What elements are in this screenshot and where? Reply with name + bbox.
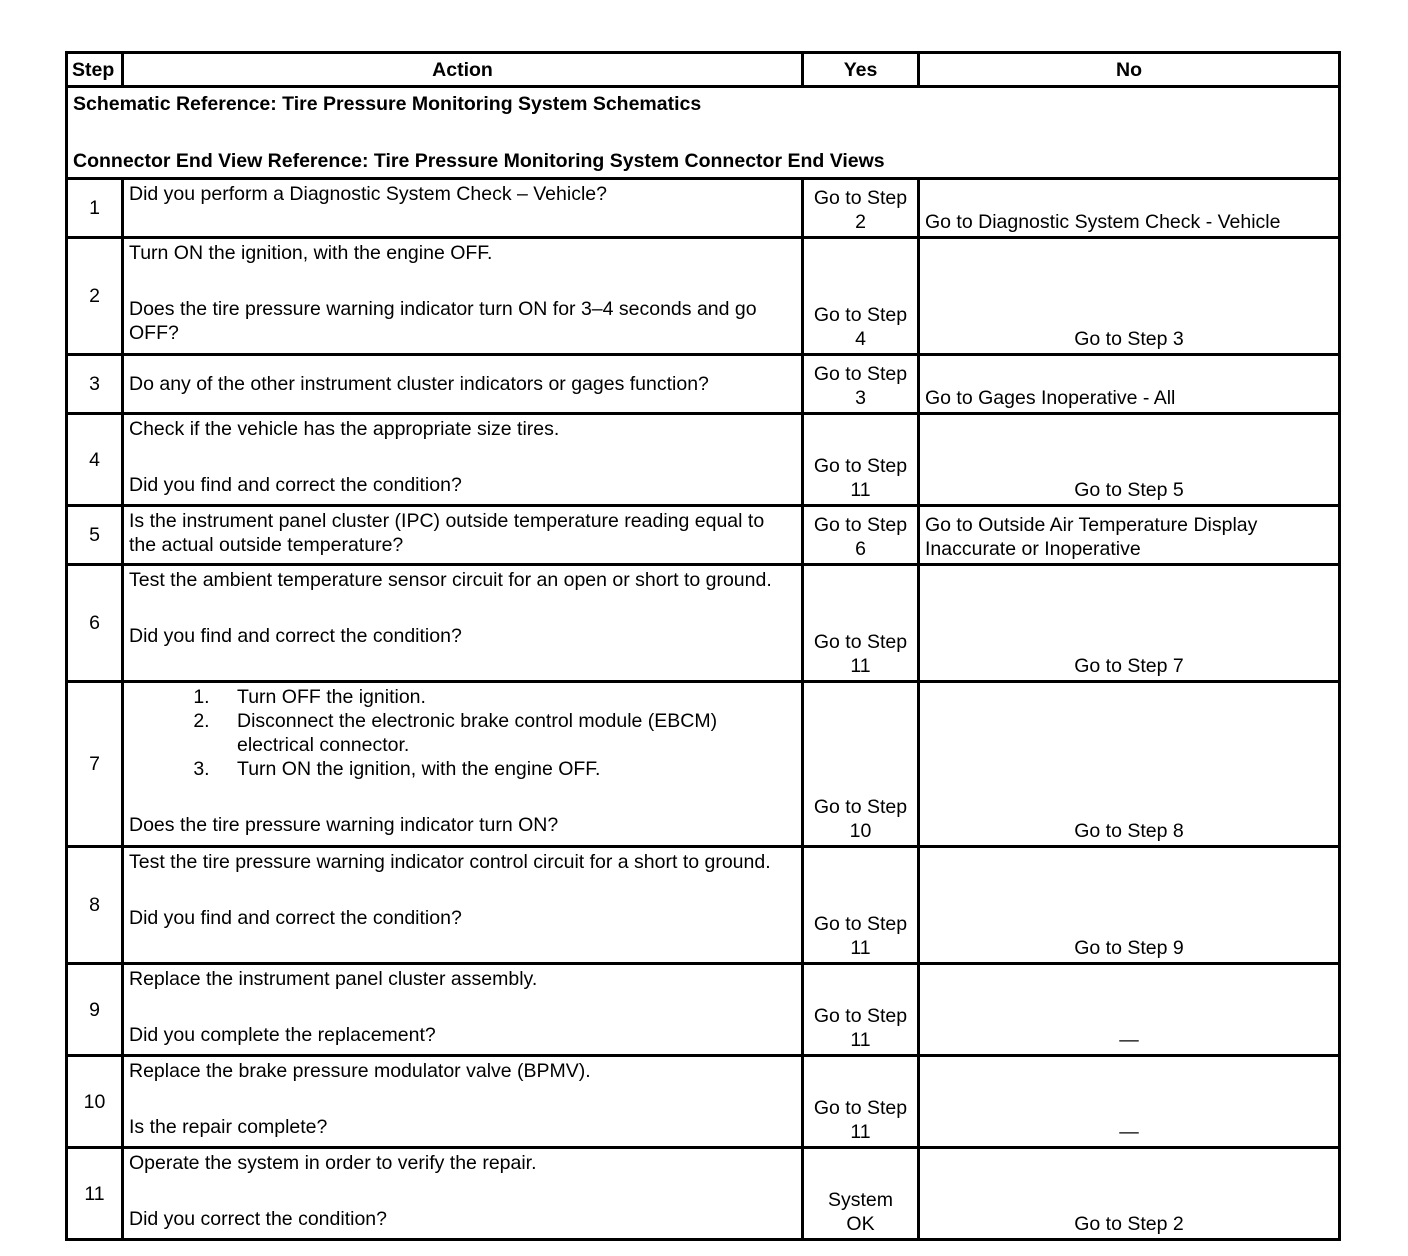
action-cell [123,179,803,238]
yes-step: 4 [855,328,866,350]
yes-header: Yes [803,53,919,87]
yes-cell [803,179,919,238]
no-cell: — [919,1056,1340,1148]
yes-step: 6 [855,538,866,560]
yes-step: 2 [855,211,866,233]
table-row [67,1148,1340,1240]
no-cell: Go to Step 8 [919,682,1340,847]
action-text: Test the tire pressure warning indicator control circuit for a short to ground. [129,851,771,873]
yes-step: 10 [849,820,872,842]
yes-cell [803,682,919,847]
yes-cell [803,506,919,565]
action-text: Operate the system in order to verify the repair. [129,1152,537,1174]
action-text: Is the instrument panel cluster (IPC) outside temperature reading equal to the actual outside temperature? [129,510,765,556]
action-cell [123,682,803,847]
action-cell [123,414,803,506]
table-row [67,964,1340,1056]
yes-cell [803,964,919,1056]
table-row [67,179,1340,238]
yes-text: Go to Step [813,631,908,653]
action-question: Did you find and correct the condition? [129,625,462,647]
step-number: 7 [67,682,123,847]
yes-cell [803,238,919,355]
no-header: No [919,53,1340,87]
action-text: Did you perform a Diagnostic System Check – Vehicle? [129,183,607,205]
step-header: Step [67,53,123,87]
action-text: Replace the instrument panel cluster assembly. [129,968,538,990]
action-question: Does the tire pressure warning indicator turn ON? [129,814,559,836]
yes-text: System [827,1189,893,1211]
action-cell [123,565,803,682]
step-number: 3 [67,355,123,414]
no-cell: Go to Step 7 [919,565,1340,682]
yes-text: Go to Step [813,455,908,477]
no-cell: Go to Step 3 [919,238,1340,355]
no-cell: Go to Step 5 [919,414,1340,506]
table-row [67,847,1340,964]
table-row [67,238,1340,355]
schematic-reference: Schematic Reference: Tire Pressure Monitoring System Schematics [73,93,702,115]
step-number: 4 [67,414,123,506]
action-question: Did you find and correct the condition? [129,907,462,929]
no-cell: Go to Step 9 [919,847,1340,964]
no-cell: Go to Diagnostic System Check - Vehicle [919,179,1340,238]
yes-text: Go to Step [813,304,908,326]
yes-step: OK [846,1213,875,1235]
action-cell [123,506,803,565]
table-row [67,414,1340,506]
no-cell: Go to Step 2 [919,1148,1340,1240]
table-row [67,506,1340,565]
action-text: Do any of the other instrument cluster indicators or gages function? [129,373,709,395]
table-row [67,1056,1340,1148]
yes-cell [803,847,919,964]
step-number: 5 [67,506,123,565]
step-number: 1 [67,179,123,238]
yes-text: Go to Step [813,796,908,818]
yes-step: 3 [855,387,866,409]
table-row [67,565,1340,682]
no-cell: — [919,964,1340,1056]
yes-cell [803,414,919,506]
action-text: Check if the vehicle has the appropriate size tires. [129,418,560,440]
step-number: 2 [67,238,123,355]
no-cell: Go to Outside Air Temperature Display Inaccurate or Inoperative [919,506,1340,565]
connector-reference: Connector End View Reference: Tire Pressure Monitoring System Connector End Views [73,150,885,172]
substep: 2. Disconnect the electronic brake control module (EBCM) electrical connector. [215,709,796,757]
yes-step: 11 [850,1029,871,1051]
yes-cell [803,355,919,414]
action-cell [123,847,803,964]
yes-cell [803,1148,919,1240]
action-question: Does the tire pressure warning indicator turn ON for 3–4 seconds and go OFF? [129,298,757,344]
action-question: Did you find and correct the condition? [129,474,462,496]
header-row [67,53,1340,87]
yes-text: Go to Step [813,363,908,385]
yes-text: Go to Step [813,1005,908,1027]
action-text: Replace the brake pressure modulator valve (BPMV). [129,1060,591,1082]
step-number: 9 [67,964,123,1056]
yes-step: 11 [850,479,871,501]
step-number: 6 [67,565,123,682]
step-number: 11 [67,1148,123,1240]
action-text: Turn ON the ignition, with the engine OFF. [129,242,493,264]
yes-text: Go to Step [813,913,908,935]
yes-step: 11 [850,655,871,677]
action-header: Action [123,53,803,87]
substep: 3. Turn ON the ignition, with the engine OFF. [215,757,796,781]
action-cell [123,964,803,1056]
table-row [67,682,1340,847]
no-cell: Go to Gages Inoperative - All [919,355,1340,414]
action-question: Did you correct the condition? [129,1208,387,1230]
yes-text: Go to Step [813,1097,908,1119]
yes-cell [803,565,919,682]
action-question: Is the repair complete? [129,1116,328,1138]
reference-row [67,87,1340,179]
action-cell [123,238,803,355]
yes-text: Go to Step [813,187,908,209]
reference-cell [67,87,1340,179]
action-question: Did you complete the replacement? [129,1024,436,1046]
step-number: 10 [67,1056,123,1148]
action-text: Test the ambient temperature sensor circuit for an open or short to ground. [129,569,772,591]
yes-cell [803,1056,919,1148]
substep: 1. Turn OFF the ignition. [215,685,796,709]
action-cell [123,355,803,414]
yes-text: Go to Step [813,514,908,536]
yes-step: 11 [850,1121,871,1143]
table-row [67,355,1340,414]
diagnostic-table [65,51,1341,1241]
substep-list [129,685,796,781]
yes-step: 11 [850,937,871,959]
action-cell [123,1056,803,1148]
action-cell [123,1148,803,1240]
step-number: 8 [67,847,123,964]
